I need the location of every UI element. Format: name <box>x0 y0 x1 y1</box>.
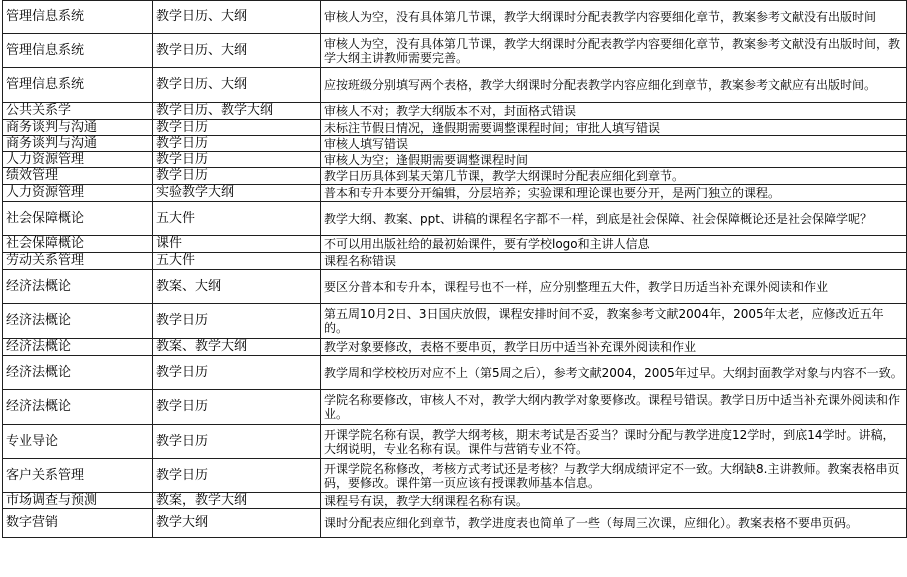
item-cell: 课件 <box>153 236 321 253</box>
table-row <box>3 202 907 236</box>
course-cell: 市场调查与预测 <box>3 493 153 509</box>
item-cell: 教学日历、大纲 <box>153 68 321 103</box>
item-cell: 教学日历 <box>153 136 321 152</box>
table-row <box>3 425 907 459</box>
issue-cell: 开课学院名称有误，教学大纲考核，期末考试是否妥当？课时分配与教学进度12学时，到底14学时。讲稿，大纲说明，专业名称有误。课件与营销专业不符。 <box>321 425 907 459</box>
course-cell: 经济法概论 <box>3 390 153 425</box>
course-cell: 商务谈判与沟通 <box>3 136 153 152</box>
course-cell: 经济法概论 <box>3 356 153 390</box>
course-cell: 经济法概论 <box>3 304 153 339</box>
item-cell: 教学日历、教学大纲 <box>153 103 321 120</box>
issue-cell: 审核人为空；逢假期需要调整课程时间 <box>321 152 907 168</box>
table-row <box>3 493 907 509</box>
issue-cell: 审核人为空，没有具体第几节课，教学大纲课时分配表教学内容要细化章节，教案参考文献没有出版时间，教学大纲主讲教师需要完善。 <box>321 34 907 68</box>
issue-cell: 教学大纲、教案、ppt、讲稿的课程名字都不一样，到底是社会保障、社会保障概论还是社会保障学呢？ <box>321 202 907 236</box>
course-cell: 商务谈判与沟通 <box>3 120 153 136</box>
issue-cell: 教学日历具体到某天第几节课，教学大纲课时分配表应细化到章节。 <box>321 168 907 185</box>
course-cell: 客户关系管理 <box>3 459 153 493</box>
item-cell: 教学日历 <box>153 168 321 185</box>
table-row <box>3 120 907 136</box>
course-cell: 社会保障概论 <box>3 202 153 236</box>
table-row <box>3 356 907 390</box>
table-row <box>3 1 907 34</box>
table-row <box>3 390 907 425</box>
table-row <box>3 185 907 202</box>
issue-cell: 开课学院名称修改，考核方式考试还是考核？与教学大纲成绩评定不一致。大纲缺8.主讲教师。教案表格串页码，要修改。课件第一页应该有授课教师基本信息。 <box>321 459 907 493</box>
item-cell: 教学大纲 <box>153 509 321 538</box>
course-cell: 人力资源管理 <box>3 152 153 168</box>
course-cell: 劳动关系管理 <box>3 253 153 270</box>
course-cell: 绩效管理 <box>3 168 153 185</box>
table-row <box>3 339 907 356</box>
table-row <box>3 459 907 493</box>
item-cell: 教学日历 <box>153 120 321 136</box>
issue-cell: 审核人填写错误 <box>321 136 907 152</box>
item-cell: 五大件 <box>153 253 321 270</box>
course-cell: 管理信息系统 <box>3 1 153 34</box>
issue-cell: 教学对象要修改，表格不要串页，教学日历中适当补充课外阅读和作业 <box>321 339 907 356</box>
issue-cell: 学院名称要修改，审核人不对，教学大纲内教学对象要修改。课程号错误。教学日历中适当补充课外阅读和作业。 <box>321 390 907 425</box>
table-row <box>3 304 907 339</box>
issue-cell: 不可以用出版社给的最初始课件，要有学校logo和主讲人信息 <box>321 236 907 253</box>
issue-cell: 审核人为空，没有具体第几节课，教学大纲课时分配表教学内容要细化章节，教案参考文献没有出版时间 <box>321 1 907 34</box>
issue-cell: 审核人不对；教学大纲版本不对，封面格式错误 <box>321 103 907 120</box>
issue-cell: 教学周和学校校历对应不上（第5周之后），参考文献2004，2005年过早。大纲封面教学对象与内容不一致。 <box>321 356 907 390</box>
review-table <box>2 0 907 538</box>
item-cell: 教学日历 <box>153 356 321 390</box>
course-cell: 专业导论 <box>3 425 153 459</box>
table-row <box>3 136 907 152</box>
table-row <box>3 270 907 304</box>
course-cell: 管理信息系统 <box>3 68 153 103</box>
table-row <box>3 68 907 103</box>
item-cell: 教案、教学大纲 <box>153 339 321 356</box>
course-cell: 人力资源管理 <box>3 185 153 202</box>
item-cell: 教学日历、大纲 <box>153 1 321 34</box>
item-cell: 教学日历 <box>153 425 321 459</box>
issue-cell: 应按班级分别填写两个表格，教学大纲课时分配表教学内容应细化到章节，教案参考文献应有出版时间。 <box>321 68 907 103</box>
course-cell: 经济法概论 <box>3 270 153 304</box>
review-table-body <box>3 1 907 538</box>
table-row <box>3 168 907 185</box>
issue-cell: 未标注节假日情况，逢假期需要调整课程时间；审批人填写错误 <box>321 120 907 136</box>
item-cell: 教学日历 <box>153 459 321 493</box>
table-row <box>3 152 907 168</box>
item-cell: 五大件 <box>153 202 321 236</box>
issue-cell: 要区分普本和专升本，课程号也不一样，应分别整理五大件，教学日历适当补充课外阅读和作业 <box>321 270 907 304</box>
table-row <box>3 509 907 538</box>
item-cell: 教学日历、大纲 <box>153 34 321 68</box>
issue-cell: 第五周10月2日、3日国庆放假，课程安排时间不妥，教案参考文献2004年，2005年太老，应修改近五年的。 <box>321 304 907 339</box>
item-cell: 教案、大纲 <box>153 270 321 304</box>
item-cell: 教学日历 <box>153 390 321 425</box>
issue-cell: 课程名称错误 <box>321 253 907 270</box>
item-cell: 教案，教学大纲 <box>153 493 321 509</box>
table-row <box>3 103 907 120</box>
table-row <box>3 253 907 270</box>
course-cell: 管理信息系统 <box>3 34 153 68</box>
item-cell: 实验教学大纲 <box>153 185 321 202</box>
course-cell: 社会保障概论 <box>3 236 153 253</box>
item-cell: 教学日历 <box>153 152 321 168</box>
issue-cell: 课程号有误，教学大纲课程名称有误。 <box>321 493 907 509</box>
issue-cell: 课时分配表应细化到章节，教学进度表也简单了一些（每周三次课，应细化）。教案表格不要串页码。 <box>321 509 907 538</box>
table-row <box>3 34 907 68</box>
table-row <box>3 236 907 253</box>
course-cell: 数字营销 <box>3 509 153 538</box>
course-cell: 经济法概论 <box>3 339 153 356</box>
issue-cell: 普本和专升本要分开编辑，分层培养；实验课和理论课也要分开，是两门独立的课程。 <box>321 185 907 202</box>
item-cell: 教学日历 <box>153 304 321 339</box>
course-cell: 公共关系学 <box>3 103 153 120</box>
